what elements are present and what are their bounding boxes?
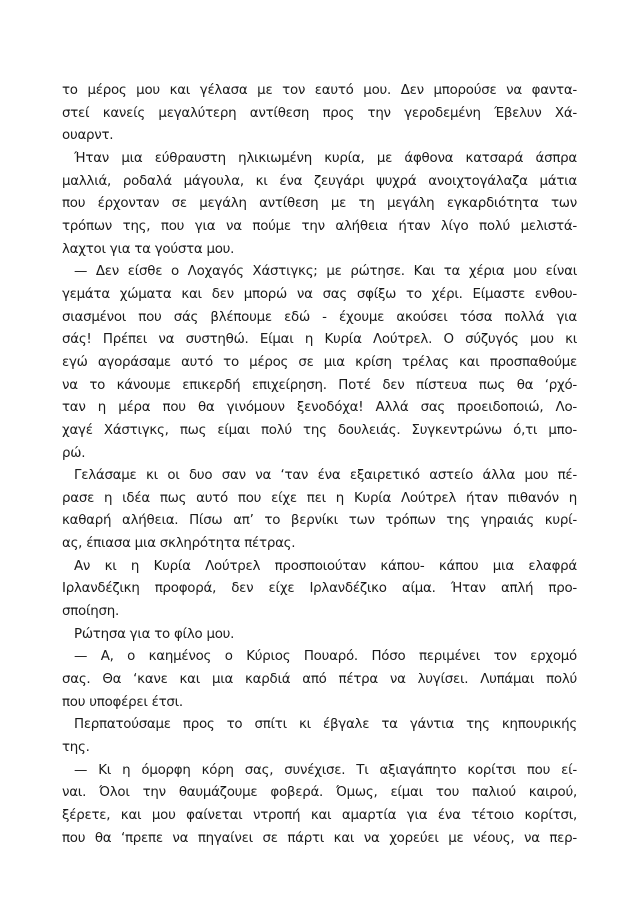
text-line: χαγέ Χάστιγκς, πως είμαι πολύ της δουλειάς. Συγκεντρώνω ό,τι μπο- [62,422,577,438]
text-line: ξέρετε, και μου φαίνεται ντροπή και αμαρτία για ένα τέτοιο κορίτσι, [62,808,577,823]
text-line: μαλλιά, ροδαλά μάγουλα, κι ένα ζευγάρι ψυχρά ανοιχτογάλαζα μάτια [62,173,577,189]
text-line: καθαρή αλήθεια. Πίσω απ’ το βερνίκι των τρόπων της γηραιάς κυρί- [62,513,577,529]
text-line: ρώ. [62,445,86,461]
text-line: — Κι η όμορφη κόρη σας, συνέχισε. Τι αξιαγάπητο κορίτσι που εί- [74,762,577,778]
text-line: της. [62,740,90,756]
text-line: ταν η μέρα που θα γινόμουν ξενοδόχα! Αλλά σας προειδοποιώ, Λο- [62,400,577,416]
text-line: ναι. Όλοι την θαυμάζουμε φοβερά. Όμως, είμαι του παλιού καιρού, [62,785,577,801]
text-line: ας, έπιασα μια σκληρότητα πέτρας. [62,536,296,552]
text-line: σποίηση. [62,604,119,620]
text-line: Περπατούσαμε προς το σπίτι κι έβγαλε τα γάντια της κηπουρικής [74,717,577,733]
text-line: Ιρλανδέζικη προφορά, δεν είχε Ιρλανδέζικο αίμα. Ήταν απλή προ- [62,581,577,597]
text-line: εγώ αγοράσαμε αυτό το μέρος σε μια κρίση τρέλας και προσπαθούμε [62,354,577,370]
text-line: που θα ‘πρεπε να πηγαίνει σε πάρτι και να χορεύει με νέους, να περ- [62,830,577,846]
text-line: γεμάτα χώματα και δεν μπορώ να σας σφίξω το χέρι. Είμαστε ενθου- [62,286,577,302]
text-line: Ήταν μια εύθραυστη ηλικιωμένη κυρία, με άφθονα κατσαρά άσπρα [74,150,577,166]
text-line: στεί κανείς μεγαλύτερη αντίθεση προς την γεροδεμένη Έβελυν Χά- [62,105,577,121]
text-line: σάς! Πρέπει να συστηθώ. Είμαι η Κυρία Λούτρελ. Ο σύζυγός μου κι [62,332,577,348]
text-line: ουαρντ. [62,128,114,144]
text-line: τρόπων της, που για να πούμε την αλήθεια ήταν λίγο πολύ μελιστά- [62,218,577,234]
text-line: Γελάσαμε κι οι δυο σαν να ‘ταν ένα εξαιρετικό αστείο άλλα μου πέ- [74,468,577,484]
text-line: Αν κι η Κυρία Λούτρελ προσποιούταν κάπου- κάπου μια ελαφρά [74,558,577,574]
text-line: — Δεν είσθε ο Λοχαγός Χάστιγκς; με ρώτησε. Και τα χέρια μου είναι [74,264,577,280]
page-body-text [62,80,577,850]
text-line: να το κάνουμε επικερδή επιχείρηση. Ποτέ δεν πίστευα πως θα ‘ρχό- [62,377,577,393]
text-line: που έρχονταν σε μεγάλη αντίθεση με τη μεγάλη εγκαρδιότητα των [62,196,577,212]
text-line: ρασε η ιδέα πως αυτό που είχε πει η Κυρία Λούτρελ ήταν πιθανόν η [62,490,577,506]
text-line: σιασμένοι που σάς βλέπουμε εδώ - έχουμε ακούσει τόσα πολλά για [62,309,577,325]
text-line: το μέρος μου και γέλασα με τον εαυτό μου. Δεν μπορούσε να φαντα- [62,83,577,98]
text-line: λαχτοι για τα γούστα μου. [62,241,235,257]
text-line: σας. Θα ‘κανε και μια καρδιά από πέτρα να λυγίσει. Λυπάμαι πολύ [62,672,577,688]
text-line: Ρώτησα για το φίλο μου. [74,626,235,642]
text-line: — Α, ο καημένος ο Κύριος Πουαρό. Πόσο περιμένει τον ερχομό [74,649,577,665]
text-line: που υποφέρει έτσι. [62,694,183,710]
